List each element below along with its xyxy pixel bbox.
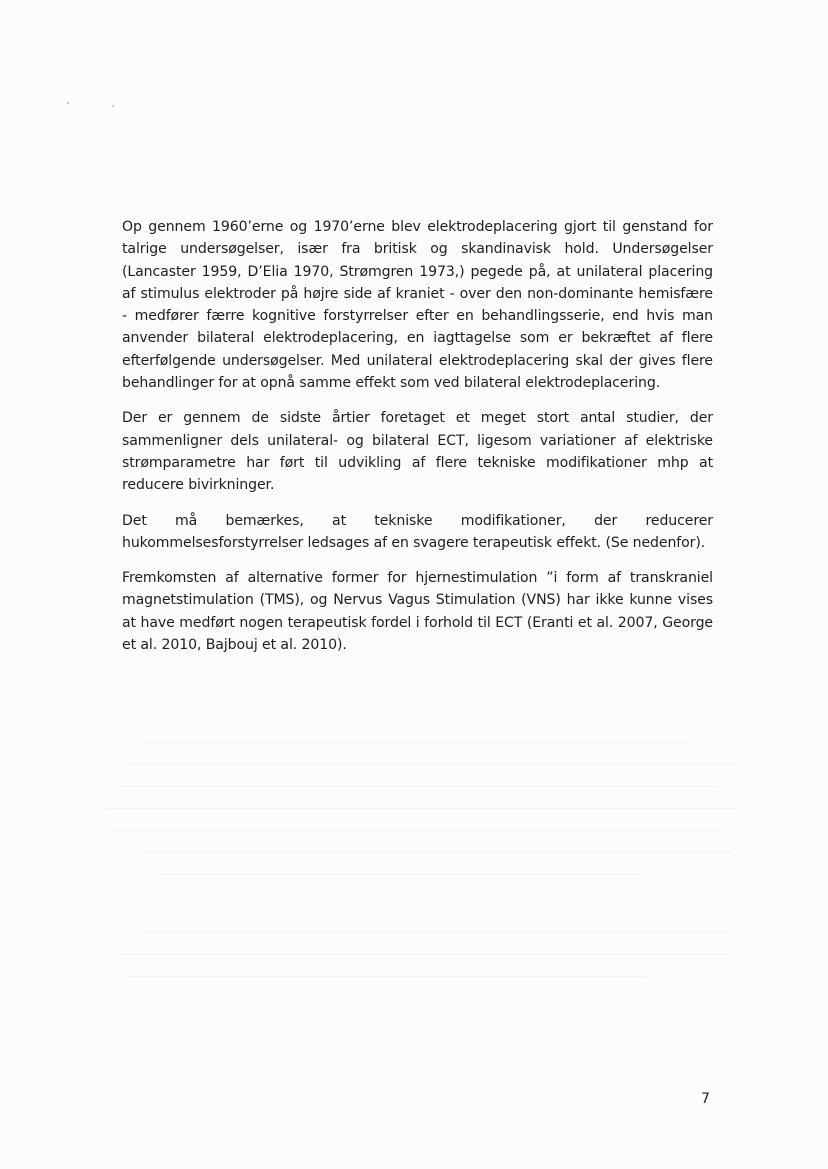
paragraph-electrode-placement: Op gennem 1960’erne og 1970’erne blev elektrodeplacering gjort til genstand for talrige undersøgelser, især fra britisk og skandinavisk hold. Undersøgelser (Lancaster 1959, D’Elia 1970, Strømgren 1973,) pegede på, at unilateral placering af stimulus elektroder på højre side af kraniet - over den non-dominante hemisfære - medfører færre kognitive forstyrrelser efter en behandlingsserie, end hvis man anvender bilateral elektrodeplacering, en iagttagelse som er bekræftet af flere efterfølgende undersøgelser. Med unilateral elektrodeplacering skal der gives flere behandlinger for at opnå samme effekt som ved bilateral elektrodeplacering. [122, 219, 713, 392]
show-through-line [126, 976, 646, 977]
scan-speck [112, 105, 114, 107]
show-through-line [112, 830, 724, 831]
show-through-line [125, 764, 735, 765]
body-text [122, 216, 713, 669]
show-through-line [118, 786, 718, 787]
show-through-line [140, 742, 688, 743]
show-through-line [160, 874, 640, 875]
show-through-line [106, 808, 736, 809]
paragraph-studies: Der er gennem de sidste årtier foretaget et meget stort antal studier, der sammenligner dels unilateral- og bilateral ECT, ligesom variationer af elektriske strømparametre har ført til udvikling af flere tekniske modifikationer mhp at reducere bivirkninger. [122, 410, 713, 494]
show-through-line [144, 932, 732, 933]
paragraph-alternative-stimulation: Fremkomsten af alternative former for hjernestimulation ”i form af transkraniel magnetstimulation (TMS), og Nervus Vagus Stimulation (VNS) har ikke kunne vises at have medført nogen terapeutisk fordel i forhold til ECT (Eranti et al. 2007, George et al. 2010, Bajbouj et al. 2010). [122, 570, 713, 654]
page-number: 7 [701, 1091, 710, 1107]
show-through-line [140, 852, 730, 853]
show-through-line [120, 954, 730, 955]
scan-speck [67, 102, 69, 104]
paragraph-technical-modifications: Det må bemærkes, at tekniske modifikationer, der reducerer hukommelsesforstyrrelser ledsages af en svagere terapeutisk effekt. (Se nedenfor). [122, 512, 713, 551]
